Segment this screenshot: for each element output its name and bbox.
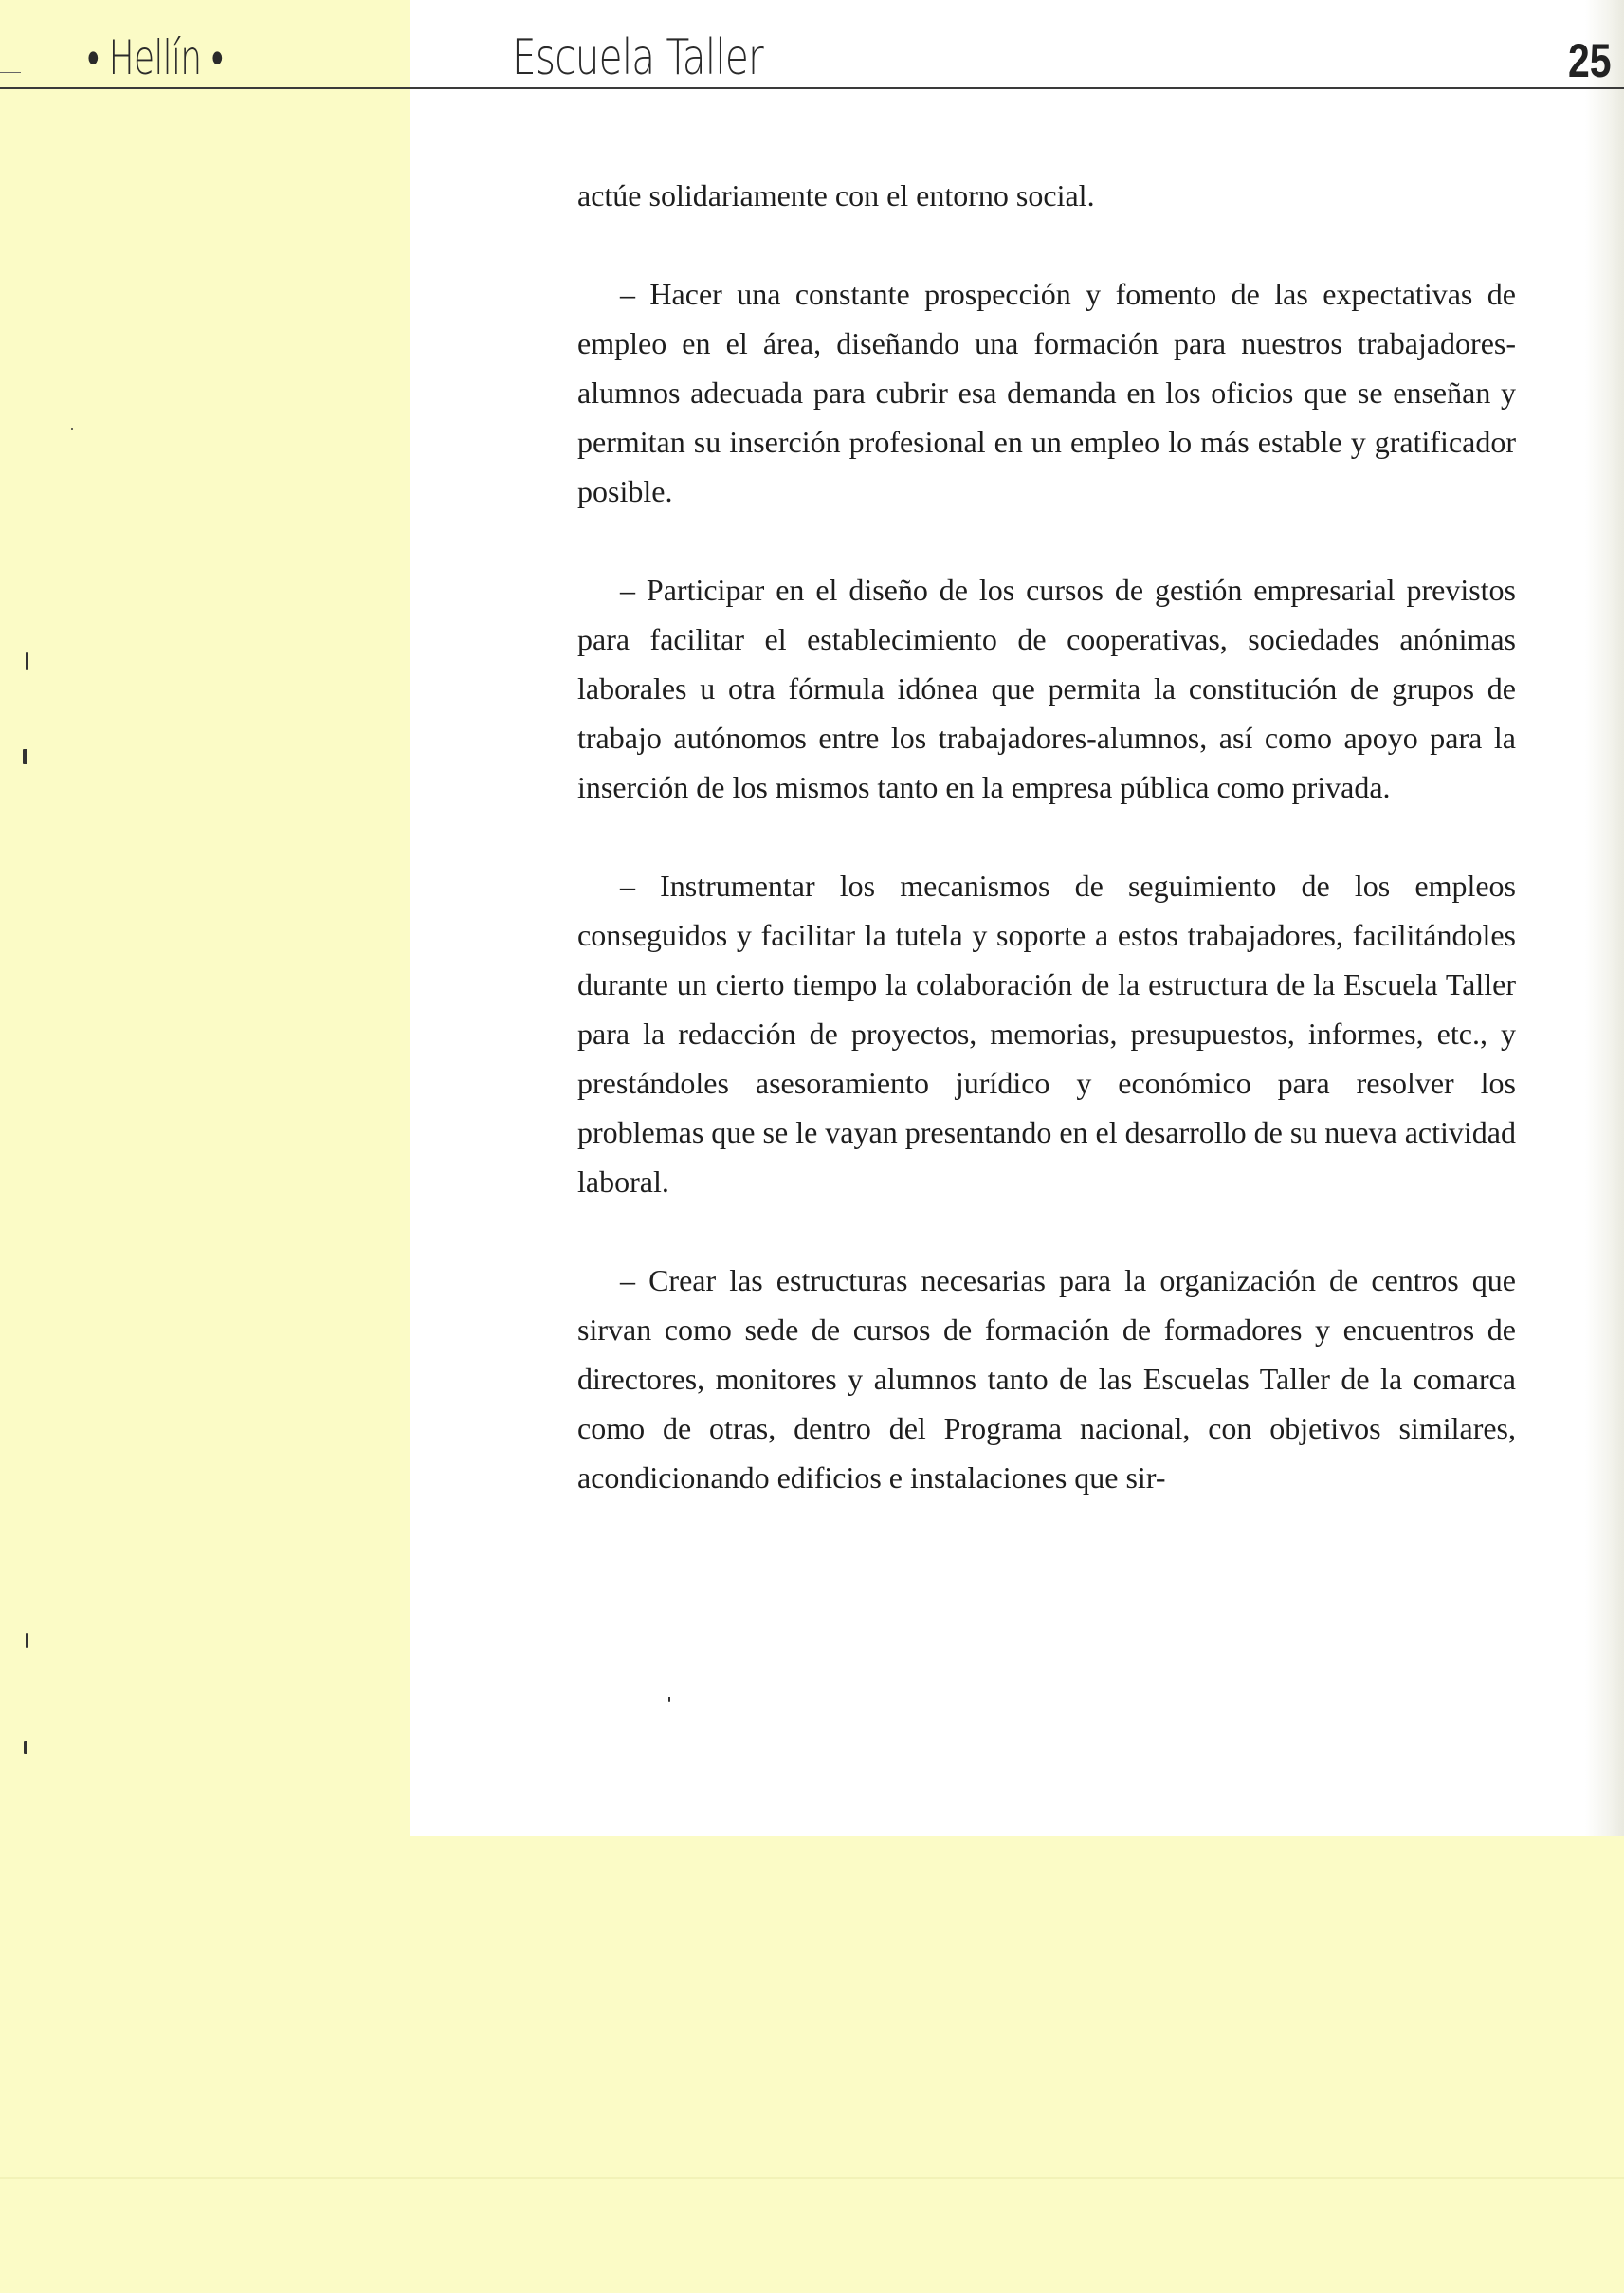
scan-speck	[23, 749, 27, 764]
page-number: 25	[1568, 34, 1612, 87]
page-edge-shadow	[1585, 0, 1624, 1836]
scan-speck	[71, 428, 73, 430]
running-head-left: • Hellín •	[87, 30, 223, 85]
paragraph: – Crear las estructuras necesarias para la organización de centros que sirvan como sede de cursos de formación de formadores y encuentros de directores, monitores y alumnos tanto de las Escuelas Taller de la comarca como de otras, dentro del Programa nacional, con objetivos similares, acondicionando edificios e instalaciones que sir-	[577, 1263, 1516, 1495]
body-text	[577, 171, 1516, 1502]
paragraph: – Hacer una constante prospección y fomento de las expectativas de empleo en el área, diseñando una formación para nuestros trabajadores-alumnos adecuada para cubrir esa demanda en los oficios que se enseñan y permitan su inserción profesional en un empleo lo más estable y gratificador posible.	[577, 277, 1516, 508]
scan-speck	[24, 1741, 27, 1754]
paragraph: – Participar en el diseño de los cursos de gestión empresarial previstos para facilitar el establecimiento de cooperativas, sociedades anónimas laborales u otra fórmula idónea que permita la constitución de grupos de trabajo autónomos entre los trabajadores-alumnos, así como apoyo para la inserción de los mismos tanto en la empresa pública como privada.	[577, 573, 1516, 804]
scan-speck	[26, 652, 28, 670]
page-crease	[0, 2177, 1624, 2179]
header-rule	[0, 87, 1624, 89]
paragraph: – Instrumentar los mecanismos de seguimiento de los empleos conseguidos y facilitar la tutela y soporte a estos trabajadores, facilitándoles durante un cierto tiempo la colaboración de la estructura de la Escuela Taller para la redacción de proyectos, memorias, presupuestos, informes, etc., y prestándoles asesoramiento jurídico y económico para resolver los problemas que se le vayan presentando en el desarrollo de su nueva actividad laboral.	[577, 869, 1516, 1199]
header-rule-stub	[0, 72, 21, 73]
paragraph: actúe solidariamente con el entorno social.	[577, 178, 1095, 212]
running-head-center: Escuela Taller	[512, 29, 763, 86]
scan-speck	[26, 1633, 28, 1648]
scan-speck	[668, 1697, 670, 1702]
